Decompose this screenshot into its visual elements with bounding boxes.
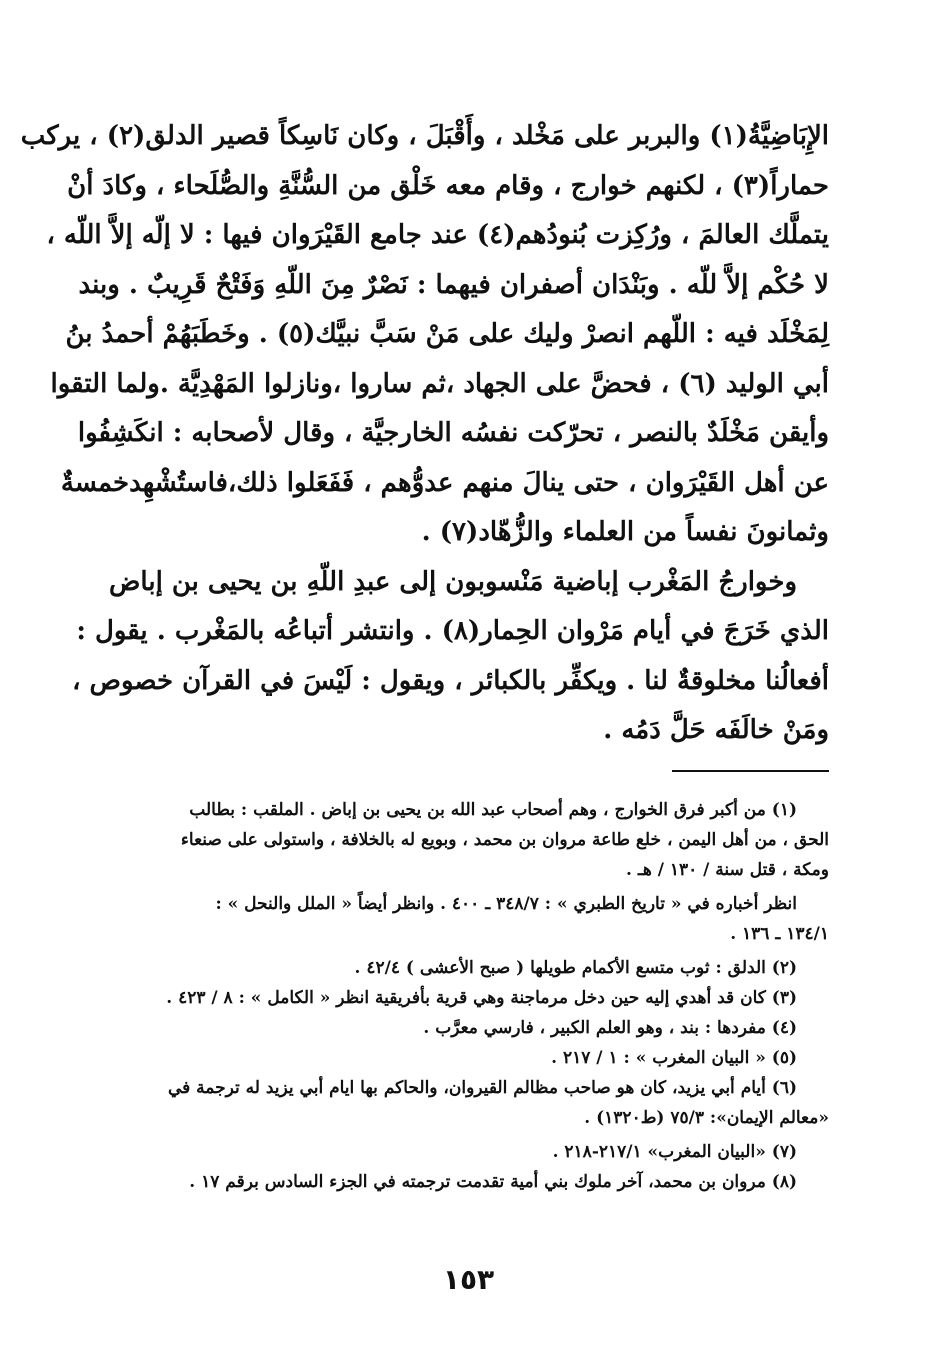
- footnote-line: الحق ، من أهل اليمن ، خلع طاعة مروان بن محمد ، وبويع له بالخلافة ، واستولى على صنعاء: [180, 830, 829, 850]
- footnote-line: (٣) كان قد أهدي إليه حين دخل مرماجنة وهي قرية بأفريقية انظر « الكامل » : ٨ / ٤٢٣ .: [166, 988, 797, 1008]
- footnote-line: «معالم الإيمان»: ٧٥/٣ (ط١٣٢٠) .: [584, 1108, 829, 1128]
- footnote-line: (٨) مروان بن محمد، آخر ملوك بني أمية تقدمت ترجمته في الجزء السادس برقم ١٧ .: [189, 1172, 797, 1192]
- footnote-line: ١٣٤/١ ـ ١٣٦ .: [730, 924, 829, 944]
- footnote-line: (٧) «البيان المغرب» ٢١٧/١-٢١٨ .: [552, 1142, 797, 1162]
- footnote-line: انظر أخباره في « تاريخ الطبري » : ٣٤٨/٧ ـ ٤٠٠ . وانظر أيضاً « الملل والنحل » :: [215, 894, 797, 914]
- main-text-line: وخوارجُ المَغْرب إباضية مَنْسوبون إلى عبدِ اللّهِ بن يحيى بن إباض: [108, 566, 797, 597]
- footnote-line: (٢) الدلق : ثوب متسع الأكمام طويلها ( صبح الأعشى ) ٤٢/٤ .: [354, 958, 797, 978]
- footnote-line: (٥) « البيان المغرب » : ١ / ٢١٧ .: [551, 1048, 797, 1068]
- footnote-line: (٦) أيام أبي يزيد، كان هو صاحب مظالم القيروان، والحاكم بها ايام أبي يزيد له ترجمة في: [167, 1078, 797, 1098]
- main-text-line: عن أهل القَيْرَوان ، حتى ينالَ منهم عدوُّهم ، فَفَعَلوا ذلك،فاستُشْهِدخمسةٌ: [60, 467, 829, 498]
- main-text-line: ومَنْ خالَفَه حَلَّ دَمُه .: [603, 715, 829, 745]
- main-text-line: حماراً(٣) ، لكنهم خوارج ، وقام معه خَلْق من السُّنَّةِ والصُّلَحاء ، وكادَ أنْ: [67, 170, 829, 201]
- main-text-line: أبي الوليد (٦) ، فحضَّ على الجهاد ،ثم ساروا ،ونازلوا المَهْدِيَّة .ولما التقوا: [50, 368, 829, 399]
- main-text-line: الإِبَاضِيَّةُ(١) والبربر على مَخْلد ، وأَقْبَلَ ، وكان نَاسِكاً قصير الدلق(٢) ، يركب: [20, 121, 829, 151]
- main-text-line: أفعالُنا مخلوقةٌ لنا . ويكفِّر بالكبائر ، ويقول : لَيْسَ في القرآن خصوص ،: [72, 665, 829, 696]
- footnote-line: (٤) مفردها : بند ، وهو العلم الكبير ، فارسي معرَّب .: [423, 1018, 797, 1038]
- footnotes-block: [104, 795, 829, 1197]
- main-text-line: وثمانونَ نفساً من العلماء والزُّهّاد(٧) .: [421, 517, 829, 547]
- main-text-line: يتملَّك العالمَ ، ورُكِزت بُنودُهم(٤) عند جامع القَيْرَوان فيها : لا إلّه إلاَّ اللّه ،: [46, 220, 829, 250]
- main-text-line: لِمَخْلَد فيه : اللّهم انصرْ وليك على مَنْ سَبَّ نبيَّك(٥) . وخَطَبَهُمْ أحمدُ بنُ: [65, 319, 829, 349]
- page-number: ١٥٣: [442, 1263, 495, 1296]
- main-text-line: لا حُكْم إلاَّ للّه . وبَنْدَان أصفران فيهما : نَصْرٌ مِنَ اللّهِ وَفَتْحٌ قَرِيبٌ . وبند: [78, 269, 829, 300]
- footnote-separator: [672, 770, 829, 772]
- main-text-block: [20, 112, 829, 756]
- main-text-line: وأيقن مَخْلَدٌ بالنصر ، تحرّكت نفسُه الخارجيَّة ، وقال لأصحابه : انكَشِفُوا: [77, 418, 829, 448]
- main-text-line: الذي خَرَجَ في أيام مَرْوان الحِمار(٨) . وانتشر أتباعُه بالمَغْرب . يقول :: [76, 616, 829, 646]
- footnote-line: ومكة ، قتل سنة / ١٣٠ / هـ .: [626, 860, 829, 880]
- footnote-line: (١) من أكبر فرق الخوارج ، وهم أصحاب عبد الله بن يحيى بن إباض . الملقب : بطالب: [189, 800, 797, 820]
